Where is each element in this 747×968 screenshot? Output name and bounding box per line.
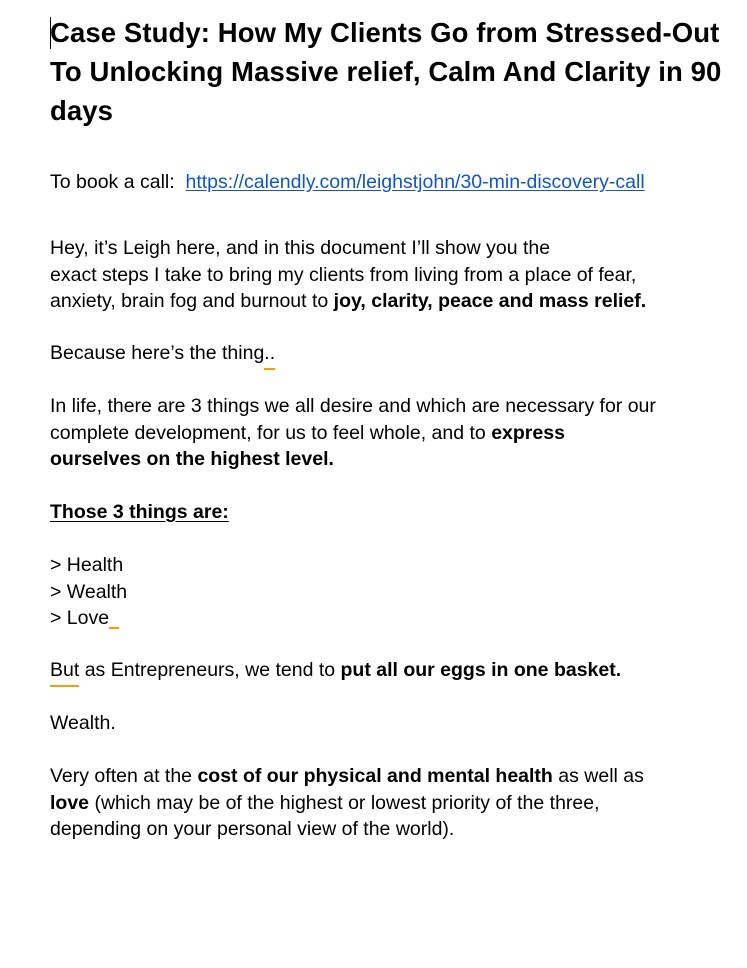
things-heading: Those 3 things are: bbox=[50, 501, 229, 523]
cost-line-3: depending on your personal view of the world). bbox=[50, 818, 455, 840]
eggs-paragraph bbox=[50, 657, 740, 684]
cost-line-2: (which may be of the highest or lowest priority of the three, bbox=[89, 791, 600, 814]
life-emphasis-1: express bbox=[491, 421, 565, 444]
thing-paragraph bbox=[50, 340, 740, 367]
cost-paragraph bbox=[50, 763, 740, 843]
spelling-suggestion-gap[interactable] bbox=[109, 627, 119, 629]
intro-line-1: Hey, it’s Leigh here, and in this document I’ll show you the bbox=[50, 237, 551, 259]
intro-line-2: exact steps I take to bring my clients from living from a place of fear, bbox=[50, 263, 637, 286]
booking-paragraph bbox=[50, 169, 740, 196]
things-heading-paragraph bbox=[50, 499, 740, 526]
life-line-2: complete development, for us to feel whole, and to bbox=[50, 421, 492, 444]
life-paragraph bbox=[50, 393, 740, 473]
intro-line-3: anxiety, brain fog and burnout to bbox=[50, 290, 334, 312]
calendly-link[interactable]: https://calendly.com/leighstjohn/30-min-discovery-call bbox=[185, 171, 645, 193]
list-item-health: > Health bbox=[50, 554, 124, 576]
life-line-1: In life, there are 3 things we all desire and which are necessary for our bbox=[50, 395, 656, 417]
thing-text: Because here’s the thing bbox=[50, 342, 265, 364]
intro-paragraph bbox=[50, 235, 740, 315]
wealth-text: Wealth. bbox=[50, 712, 116, 734]
spelling-suggestion-dots[interactable]: .. bbox=[264, 340, 275, 367]
eggs-text: as Entrepreneurs, we tend to bbox=[79, 659, 341, 681]
wealth-paragraph bbox=[50, 710, 740, 737]
list-item-wealth: > Wealth bbox=[50, 580, 128, 603]
list-item-love: > Love bbox=[50, 607, 110, 629]
cost-line-1: Very often at the bbox=[50, 765, 198, 787]
booking-prefix: To book a call: bbox=[50, 171, 175, 193]
life-emphasis-2: ourselves on the highest level. bbox=[50, 448, 334, 470]
eggs-emphasis: put all our eggs in one basket. bbox=[340, 659, 622, 681]
intro-emphasis: joy, clarity, peace and mass relief. bbox=[333, 290, 647, 312]
needs-list bbox=[50, 552, 740, 632]
grammar-suggestion-but[interactable]: But bbox=[50, 657, 79, 684]
cost-emphasis: cost of our physical and mental health bbox=[197, 765, 553, 787]
cost-line-1-end: as well as bbox=[552, 765, 644, 787]
cost-love: love bbox=[50, 791, 90, 814]
document-title: Case Study: How My Clients Go from Stressed-Out To Unlocking Massive relief, Calm And Clarity in 90 days bbox=[50, 17, 722, 126]
